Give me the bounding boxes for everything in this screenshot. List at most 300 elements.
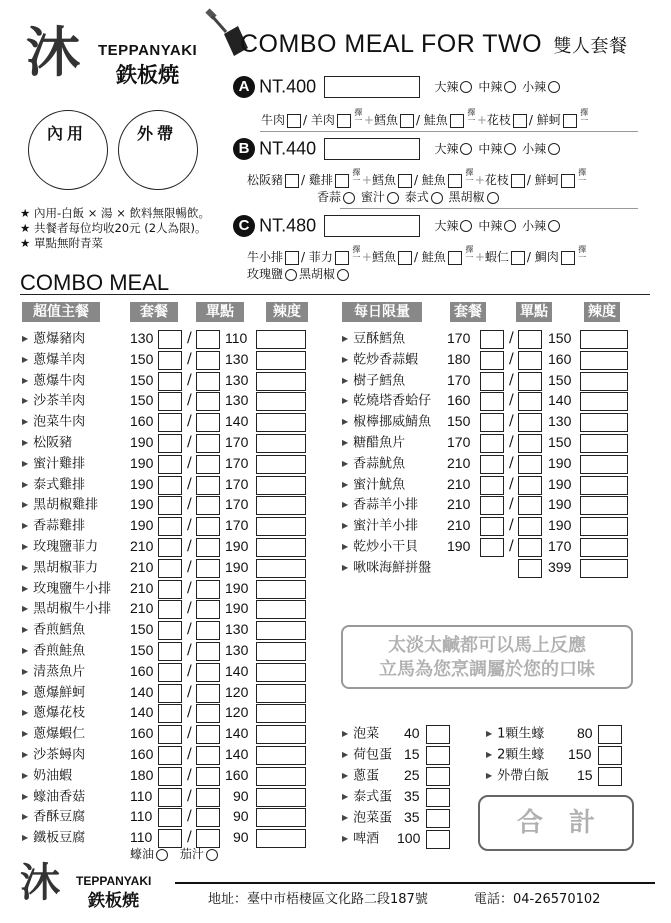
single-price: 120 <box>225 704 249 720</box>
spice-mild-check[interactable] <box>548 220 560 232</box>
single-qty-box[interactable] <box>196 496 220 515</box>
menu-item-name <box>22 412 85 432</box>
choice: / 鮭魚 <box>413 250 446 264</box>
bullet-icon: ▶ <box>486 750 493 759</box>
set-qty-box[interactable] <box>158 600 182 619</box>
set-qty-box[interactable] <box>480 392 504 411</box>
set-qty-box[interactable] <box>158 392 182 411</box>
set-qty-box[interactable] <box>480 330 504 349</box>
spice-box[interactable] <box>256 538 306 557</box>
set-price: 150 <box>130 351 154 367</box>
choice-box[interactable] <box>513 114 527 128</box>
sauce-check[interactable] <box>387 192 399 204</box>
spice-box[interactable] <box>256 788 306 807</box>
bullet-icon: ▶ <box>22 604 29 613</box>
spice-box[interactable] <box>580 413 628 432</box>
side-price: 25 <box>404 767 420 783</box>
side-name: 外帶白飯 <box>497 768 550 784</box>
spice-hot-check[interactable] <box>460 81 472 93</box>
spice-box[interactable] <box>256 413 306 432</box>
sauce-label: 黑胡椒 <box>448 190 485 204</box>
choose-one-tag: 擇一 <box>577 168 587 184</box>
single-qty-box[interactable] <box>518 476 542 495</box>
set-qty-box[interactable] <box>158 330 182 349</box>
single-qty-box[interactable] <box>518 434 542 453</box>
choose-one-tag: 擇一 <box>464 245 474 261</box>
bullet-icon: ▶ <box>22 542 29 551</box>
sauce-oyster-check[interactable] <box>156 849 168 861</box>
side-qty-box[interactable] <box>426 767 450 786</box>
item-name: 香煎鱈魚 <box>33 622 86 638</box>
note-2: ★ 共餐者每位均收20元 (2人為限)。 <box>20 221 207 235</box>
set-qty-box[interactable] <box>158 725 182 744</box>
dine-in-label: 內用 <box>47 124 88 143</box>
bullet-icon: ▶ <box>22 563 29 572</box>
slash: / <box>509 434 514 450</box>
set-qty-box[interactable] <box>158 517 182 536</box>
set-b-badge: B <box>233 138 255 160</box>
choose-one-tag: 擇一 <box>579 108 589 124</box>
item-name: 蔥爆羊肉 <box>33 352 86 368</box>
choose-one-tag: 擇一 <box>464 168 474 184</box>
side-qty-box[interactable] <box>598 746 622 765</box>
spice-box[interactable] <box>580 434 628 453</box>
choice-box[interactable] <box>563 114 577 128</box>
menu-item-name <box>22 724 85 744</box>
single-price: 120 <box>225 684 249 700</box>
choice-box[interactable] <box>561 251 575 265</box>
set-b-spice <box>434 142 562 156</box>
single-qty-box[interactable] <box>518 351 542 370</box>
spice-medium-check[interactable] <box>504 220 516 232</box>
single-qty-box[interactable] <box>196 351 220 370</box>
single-qty-box[interactable] <box>518 455 542 474</box>
single-qty-box[interactable] <box>196 434 220 453</box>
set-c-price: NT.480 <box>259 215 317 236</box>
plus-icon: + <box>474 173 485 187</box>
set-c-badge: C <box>233 215 255 237</box>
side-name: 泡菜 <box>353 726 380 742</box>
spice-box[interactable] <box>580 496 628 515</box>
spice-hot-label: 大辣 <box>434 141 459 156</box>
choose-one-tag: 擇一 <box>351 245 361 261</box>
set-b-sauce <box>317 188 501 205</box>
side-qty-box[interactable] <box>598 767 622 786</box>
set-b <box>233 138 653 206</box>
set-qty-box[interactable] <box>480 517 504 536</box>
spice-box[interactable] <box>256 455 306 474</box>
single-qty-box[interactable] <box>196 788 220 807</box>
slash: / <box>509 330 514 346</box>
single-qty-box[interactable] <box>196 663 220 682</box>
set-b-qty-box[interactable] <box>324 138 420 160</box>
side-name: 1顆生蠔 <box>497 726 545 742</box>
set-qty-box[interactable] <box>158 767 182 786</box>
bullet-icon: ▶ <box>342 750 349 759</box>
sauce-check[interactable] <box>285 269 297 281</box>
set-price: 190 <box>130 517 154 533</box>
menu-item-name <box>22 599 111 619</box>
set-qty-box[interactable] <box>158 642 182 661</box>
bullet-icon: ▶ <box>22 521 29 530</box>
slash: / <box>187 392 192 408</box>
single-qty-box[interactable] <box>196 808 220 827</box>
set-price: 160 <box>130 746 154 762</box>
spice-box[interactable] <box>256 704 306 723</box>
spice-box[interactable] <box>256 684 306 703</box>
set-qty-box[interactable] <box>480 372 504 391</box>
choice-box[interactable] <box>335 251 349 265</box>
set-qty-box[interactable] <box>480 455 504 474</box>
bullet-icon: ▶ <box>22 334 29 343</box>
single-qty-box[interactable] <box>196 517 220 536</box>
set-price: 160 <box>130 413 154 429</box>
slash: / <box>187 413 192 429</box>
set-qty-box[interactable] <box>480 434 504 453</box>
slash: / <box>509 538 514 554</box>
menu-item-name <box>22 371 85 391</box>
set-qty-box[interactable] <box>158 496 182 515</box>
spice-mild-check[interactable] <box>548 81 560 93</box>
spice-box[interactable] <box>256 663 306 682</box>
single-price: 140 <box>225 725 249 741</box>
side-qty-box[interactable] <box>426 746 450 765</box>
spice-box[interactable] <box>256 621 306 640</box>
single-price: 170 <box>225 517 249 533</box>
choice: 花枝 <box>484 173 509 187</box>
slash: / <box>187 455 192 471</box>
bullet-icon: ▶ <box>22 480 29 489</box>
item-name: 豆酥鱈魚 <box>353 331 406 347</box>
single-qty-box[interactable] <box>196 413 220 432</box>
set-qty-box[interactable] <box>158 580 182 599</box>
set-price: 210 <box>447 496 471 512</box>
spice-box[interactable] <box>256 642 306 661</box>
spice-box[interactable] <box>580 476 628 495</box>
single-price: 170 <box>225 496 249 512</box>
single-qty-box[interactable] <box>196 559 220 578</box>
bullet-icon: ▶ <box>342 542 349 551</box>
combo-meal-title: COMBO MEAL <box>20 270 170 295</box>
spice-medium-check[interactable] <box>504 81 516 93</box>
set-qty-box[interactable] <box>480 413 504 432</box>
set-qty-box[interactable] <box>480 496 504 515</box>
slash: / <box>187 746 192 762</box>
choice-box[interactable] <box>398 251 412 265</box>
single-price: 130 <box>225 642 249 658</box>
set-qty-box[interactable] <box>158 808 182 827</box>
single-price: 170 <box>548 538 572 554</box>
bullet-icon: ▶ <box>342 771 349 780</box>
spice-box[interactable] <box>256 725 306 744</box>
footer-name-zh: 鉄板焼 <box>88 891 139 911</box>
choice-box[interactable] <box>561 174 575 188</box>
bullet-icon: ▶ <box>22 729 29 738</box>
spice-box[interactable] <box>256 746 306 765</box>
choice-box[interactable] <box>287 114 301 128</box>
bullet-icon: ▶ <box>22 459 29 468</box>
side-price: 150 <box>568 746 592 762</box>
takeout-label: 外帶 <box>137 124 178 143</box>
single-qty-box[interactable] <box>196 538 220 557</box>
spice-box[interactable] <box>256 808 306 827</box>
side-qty-box[interactable] <box>426 725 450 744</box>
item-name: 蜜汁魷魚 <box>353 477 406 493</box>
combo-two-title <box>240 30 628 59</box>
bullet-icon: ▶ <box>342 480 349 489</box>
slash: / <box>187 725 192 741</box>
single-qty-box[interactable] <box>518 559 542 578</box>
set-qty-box[interactable] <box>480 476 504 495</box>
bullet-icon: ▶ <box>22 584 29 593</box>
set-qty-box[interactable] <box>158 538 182 557</box>
spice-box[interactable] <box>256 559 306 578</box>
single-price: 90 <box>233 808 249 824</box>
set-qty-box[interactable] <box>158 351 182 370</box>
item-name: 泡菜牛肉 <box>33 414 86 430</box>
single-qty-box[interactable] <box>196 580 220 599</box>
menu-item-name <box>22 537 98 557</box>
set-price: 110 <box>130 788 153 804</box>
set-price: 190 <box>130 496 154 512</box>
spice-hot-check[interactable] <box>460 143 472 155</box>
bullet-icon: ▶ <box>342 500 349 509</box>
slash: / <box>509 476 514 492</box>
single-qty-box[interactable] <box>196 704 220 723</box>
set-qty-box[interactable] <box>158 476 182 495</box>
single-price: 130 <box>548 413 572 429</box>
divider <box>20 294 650 295</box>
spice-box[interactable] <box>580 372 628 391</box>
total-box[interactable] <box>478 795 634 851</box>
spice-box[interactable] <box>256 476 306 495</box>
takeout-option[interactable] <box>118 110 198 190</box>
item-name: 蜜汁羊小排 <box>353 518 419 534</box>
footer-phone: 電話：04-26570102 <box>474 892 601 907</box>
set-qty-box[interactable] <box>158 621 182 640</box>
set-price: 170 <box>447 434 471 450</box>
choice-box[interactable] <box>337 114 351 128</box>
single-qty-box[interactable] <box>518 538 542 557</box>
spice-medium-label: 中辣 <box>478 79 503 94</box>
daily-item-name <box>342 537 418 557</box>
single-price: 190 <box>548 517 572 533</box>
spice-box[interactable] <box>256 372 306 391</box>
bullet-icon: ▶ <box>22 688 29 697</box>
item-name: 乾炒小干貝 <box>353 539 419 555</box>
menu-item-name <box>22 475 85 495</box>
choice: / 鮭魚 <box>413 173 446 187</box>
item-name: 蜜汁雞排 <box>33 456 86 472</box>
menu-item-name <box>22 766 72 786</box>
spice-box[interactable] <box>256 496 306 515</box>
choice-box[interactable] <box>511 251 525 265</box>
dine-in-option[interactable] <box>28 110 108 190</box>
daily-item-name <box>342 475 405 495</box>
spice-box[interactable] <box>580 559 628 578</box>
set-qty-box[interactable] <box>158 704 182 723</box>
daily-item-name <box>342 350 418 370</box>
daily-item-name <box>342 516 418 536</box>
bullet-icon: ▶ <box>342 459 349 468</box>
set-b-choices <box>247 168 588 188</box>
spice-box[interactable] <box>580 392 628 411</box>
single-qty-box[interactable] <box>196 372 220 391</box>
spice-box[interactable] <box>256 434 306 453</box>
slash: / <box>509 372 514 388</box>
spice-box[interactable] <box>256 829 306 848</box>
spice-box[interactable] <box>580 517 628 536</box>
set-qty-box[interactable] <box>158 663 182 682</box>
item-name: 乾燒塔香蛤仔 <box>353 393 432 409</box>
daily-item-name <box>342 412 431 432</box>
slash: / <box>187 330 192 346</box>
single-qty-box[interactable] <box>518 372 542 391</box>
spice-mild-label: 小辣 <box>522 218 547 233</box>
bullet-icon: ▶ <box>342 521 349 530</box>
single-qty-box[interactable] <box>196 330 220 349</box>
item-name: 蠔油香菇 <box>33 789 86 805</box>
single-qty-box[interactable] <box>196 600 220 619</box>
single-qty-box[interactable] <box>196 767 220 786</box>
set-c-qty-box[interactable] <box>324 215 420 237</box>
choice: 蝦仁 <box>484 250 509 264</box>
spice-box[interactable] <box>256 600 306 619</box>
spice-box[interactable] <box>580 351 628 370</box>
footer-address: 地址：臺中市梧棲區文化路二段187號 <box>208 892 428 907</box>
set-qty-box[interactable] <box>480 351 504 370</box>
slash: / <box>187 496 192 512</box>
choice: / 雞排 <box>301 173 333 187</box>
side-price: 40 <box>404 725 420 741</box>
slash: / <box>187 788 192 804</box>
set-qty-box[interactable] <box>480 538 504 557</box>
spice-box[interactable] <box>580 330 628 349</box>
set-qty-box[interactable] <box>158 455 182 474</box>
choice-box[interactable] <box>285 251 299 265</box>
single-qty-box[interactable] <box>518 413 542 432</box>
side-qty-box[interactable] <box>426 809 450 828</box>
side-qty-box[interactable] <box>426 830 450 849</box>
choose-one-tag: 擇一 <box>466 108 476 124</box>
menu-item-name <box>22 558 98 578</box>
choice: 牛肉 <box>261 113 286 127</box>
bullet-icon: ▶ <box>342 355 349 364</box>
single-qty-box[interactable] <box>196 684 220 703</box>
plus-icon: + <box>474 250 485 264</box>
spice-box[interactable] <box>256 767 306 786</box>
slash: / <box>187 621 192 637</box>
choice-box[interactable] <box>511 174 525 188</box>
choice-box[interactable] <box>285 174 299 188</box>
set-price: 210 <box>447 517 471 533</box>
side-item <box>342 766 379 786</box>
set-qty-box[interactable] <box>158 434 182 453</box>
side-item <box>342 787 392 807</box>
set-qty-box[interactable] <box>158 413 182 432</box>
plus-icon: + <box>361 250 372 264</box>
spice-hot-check[interactable] <box>460 220 472 232</box>
header-single: 單點 <box>196 302 244 322</box>
side-item <box>342 745 392 765</box>
set-qty-box[interactable] <box>158 559 182 578</box>
single-price: 160 <box>225 767 249 783</box>
single-qty-box[interactable] <box>196 725 220 744</box>
sauce-tomato-check[interactable] <box>206 849 218 861</box>
single-qty-box[interactable] <box>518 517 542 536</box>
slash: / <box>509 413 514 429</box>
single-qty-box[interactable] <box>518 392 542 411</box>
side-price: 35 <box>404 809 420 825</box>
set-qty-box[interactable] <box>158 372 182 391</box>
choice-box[interactable] <box>448 251 462 265</box>
single-qty-box[interactable] <box>196 476 220 495</box>
header-set: 套餐 <box>450 302 486 322</box>
choice-box[interactable] <box>335 174 349 188</box>
set-qty-box[interactable] <box>158 746 182 765</box>
single-qty-box[interactable] <box>518 496 542 515</box>
single-qty-box[interactable] <box>196 392 220 411</box>
daily-item-name <box>342 329 405 349</box>
item-name: 香煎鮭魚 <box>33 643 86 659</box>
single-qty-box[interactable] <box>196 621 220 640</box>
item-name: 松阪豬 <box>33 435 73 451</box>
sauce-check[interactable] <box>431 192 443 204</box>
single-price: 140 <box>548 392 572 408</box>
spice-box[interactable] <box>580 455 628 474</box>
spice-box[interactable] <box>256 392 306 411</box>
single-qty-box[interactable] <box>196 642 220 661</box>
slash: / <box>187 372 192 388</box>
single-qty-box[interactable] <box>518 330 542 349</box>
plus-icon: + <box>361 173 372 187</box>
choice-box[interactable] <box>398 174 412 188</box>
choice-box[interactable] <box>450 114 464 128</box>
spice-medium-check[interactable] <box>504 143 516 155</box>
spice-box[interactable] <box>580 538 628 557</box>
set-price: 150 <box>130 642 154 658</box>
spice-hot-label: 大辣 <box>434 218 459 233</box>
spice-box[interactable] <box>256 330 306 349</box>
bullet-icon: ▶ <box>22 438 29 447</box>
side-qty-box[interactable] <box>598 725 622 744</box>
set-qty-box[interactable] <box>158 788 182 807</box>
spice-box[interactable] <box>256 351 306 370</box>
spice-box[interactable] <box>256 517 306 536</box>
set-price: 110 <box>130 829 153 845</box>
set-price: 190 <box>130 455 154 471</box>
spice-box[interactable] <box>256 580 306 599</box>
item-name: 黑胡椒雞排 <box>33 497 99 513</box>
single-qty-box[interactable] <box>196 746 220 765</box>
sauce-oyster-label: 蠔油 <box>130 847 155 861</box>
menu-item-name <box>22 454 85 474</box>
side-qty-box[interactable] <box>426 788 450 807</box>
set-qty-box[interactable] <box>158 684 182 703</box>
choice-box[interactable] <box>400 114 414 128</box>
set-a-qty-box[interactable] <box>324 76 420 98</box>
sauce-check[interactable] <box>487 192 499 204</box>
set-price: 160 <box>130 663 154 679</box>
combo-two-title-en: COMBO MEAL FOR TWO <box>240 30 543 58</box>
set-a <box>233 76 653 132</box>
sauce-check[interactable] <box>343 192 355 204</box>
choice-box[interactable] <box>448 174 462 188</box>
single-price: 190 <box>225 559 249 575</box>
spice-mild-check[interactable] <box>548 143 560 155</box>
single-qty-box[interactable] <box>196 455 220 474</box>
sauce-check[interactable] <box>337 269 349 281</box>
